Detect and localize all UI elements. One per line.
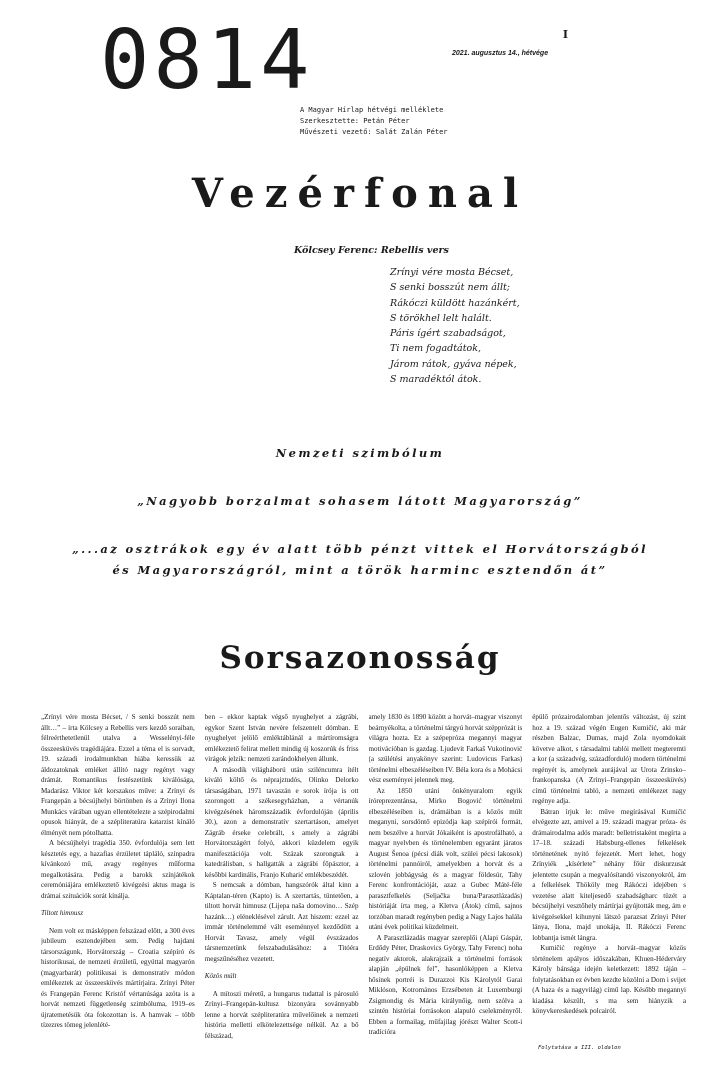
section-title-sorsazonossag: Sorsazonosság (219, 640, 501, 676)
continuation-note: Folytatása a III. oldalon (538, 1045, 621, 1051)
quote-2-line-1: „...az osztrákok egy év alatt több pénzt vittek el Horvátországból (72, 542, 648, 556)
paragraph: Nem volt ez másképpen felszázad előtt, a 300 éves jubileum esztendejében sem. Pedig hajdani társországunk, Horvátország – Croatia szépíró és historikusai, de nemzeti érzületű, egyúttal magyarón (magyarbarát) politikusai is demonstratív módon emlékeztek az összeesküvés mártírjaira. Zrínyi Péter és Frangepán Ferenc Kristóf vértanúsága azóta is a horvát nemzeti függetlenség szimbóluma, 1919–es újratemetésük óta fokozottan is. A hamvak – több tízezres tömeg jelenlété- (41, 926, 195, 1029)
paragraph: S nemcsak a dómban, hangszórók által kinn a Káptalan-téren (Kapto) is. A szertartás, tüntetően, a tiltott horvát himnusz (Lijepa naša domovino… Szép hazánk…) eléneklésével zárult. Azt hiszem: ezzel az immár történelemmé vált eseménnyel kezdődött a Horvát Tavasz, amely végül évszázados társnemzetünk felszabadulásához: a Titóéra megszűnéséhez vezetett. (204, 881, 359, 963)
poem-line: Rákóczi küldött hazánkért, (390, 297, 520, 309)
subheading: Tiltott himnusz (41, 909, 83, 917)
poem-line: Zrínyi vére mosta Bécset, (390, 267, 514, 278)
credit-line: A Magyar Hírlap hétvégi melléklete (300, 106, 444, 114)
quote-2-line-2: és Magyarországról, mint a török harminc esztendőn át” (112, 563, 608, 577)
poem (390, 265, 520, 387)
issue-date: 2021. augusztus 14., hétvége (452, 50, 549, 57)
paragraph: épülő prózairodalomban jelentős változást, új szint hoz a 19. század végén Eugen Kumičić, aki már részben Balzac, Dumas, majd Zola nyomdokait követve alkot, s társadalmi tablói mellett megteremti a kor (a századvég, századforduló) modern történelmi regényét is, amelynek aurájával az Urota Zrinsko–frankopanska (A Zrínyi–Frangepán összeesküvés) című történelmi tabló, a nemzeti emlékezet nagy regénye adja. (532, 713, 686, 805)
poem-line: Páris ígért szabadságot, (390, 328, 506, 340)
poem-subtitle: Kölcsey Ferenc: Rebellis vers (294, 245, 449, 256)
page-number: I (562, 28, 568, 41)
quote-heading: Nemzeti szimbólum (275, 446, 445, 460)
masthead-title: 0814 (100, 13, 314, 108)
article-column-1 (41, 712, 195, 1057)
poem-line: S maradéktól átok. (390, 374, 482, 386)
poem-line: Járom rátok, gyáva népek, (390, 358, 517, 370)
paragraph: A Parasztlázadás magyar szereplői (Alapi Gáspár, Erdődy Péter, Draskovics György, Tahy Ferenc) noha negatív aktorok, alakrajzaik a történelmi források alapján „épülnek fel”, hasonlóképpen a Kletva hősinek portréi is Durazzoi Kis Károlytól Garai Miklóson, Kotromános Erzsébeten át Luxemburgi Zsigmondig és Mária királynőig, nem szólva a szintén históriai forrásokon alapuló cselekményről. Ebben a formailag, műfajilag jórészt Walter Scott-i tradícióra (368, 933, 523, 1036)
paragraph: Kumičić regénye a horvát–magyar közös történelem apályos időszakában, Khuen-Héderváry Károly bánsága idején keletkezett: 1892 táján – folytatásokban ez évben kezdte közölni a Dom i svijet (A haza és a nagyvilág) című lap. Később megannyi kiadása készült, s ma sem hiányzik a könyvkereskedések polcairól. (532, 944, 686, 1015)
credit-line: Művészeti vezető: Salát Zalán Péter (300, 128, 448, 136)
article-column-2 (205, 712, 359, 1057)
paragraph: A mítoszi méretű, a hungarus tudattal is párosuló Zrínyi–Frangepán-kultusz bizonyára sovánnyabb lenne a horvát szépliteratúra művelőinek a nemzeti história melletti elkötelezettsége nélkül. Az a bő félszázad, (204, 989, 359, 1040)
paragraph: „Zrínyi vére mosta Bécset, / S senki bosszút nem állt…” – írta Kölcsey a Rebellis vers kezdő soraiban, félreérthetetlenül utalva a Wesselényi-féle összeesküvés tragédiájára. Ezzel a téma el is sorvadt, 19. századi irodalmunkban hiába keressük az áldozatoknak emléket állító nagy regényt vagy drámát. Romantikus festészetünk kiválósága, Madarász Viktor két korszakos műve: a Zrínyi és Frangepán a bécsújhelyi börtönben és a Zrínyi Ilona Munkács várában ugyan ellentételezte a szépirodalmi opusok hiányát, de a szépliteratúra katarzist kínáló élményét nem pótolhatta. (41, 713, 195, 837)
article-body (41, 712, 686, 1057)
quote-1: „Nagyobb borzalmat sohasem látott Magyarország” (137, 494, 583, 508)
credit-line: Szerkesztette: Petán Péter (300, 117, 410, 125)
paragraph: Bátran írjuk le: műve megírásával Kumičić elvégezte azt, amivel a 19. századi magyar próza- és drámairodalma adós maradt: belletristaként megírta a 17–18. századi Habsburg-ellenes felkelések történetének nyitó fejezetét. Mert lehet, hogy Zrínyiék „kísérlete” néhány főúr diskurzusát jelentette csupán a megvalósítandó viszonyokról, ám a felkelések Thököly meg Rákóczi idejében s vezetése alatt kiteljesedő szabadságharc tüzét a bécsújhelyi vesztőhely mártírjai gyújtották meg, ám e kivégzésekkel kihunyni látszó parazsat Zrínyi Péter lánya, Ilona, majd unokája, II. Rákóczi Ferenc lobbantja ismét lángra. (532, 807, 686, 942)
poem-line: S senki bosszút nem állt; (390, 282, 510, 294)
paragraph: amely 1830 és 1890 között a horvát–magyar viszonyt beárnyékolta, a történelmi tárgyú horvát szépprózát is világra hozta. Ez a szépepróza megannyi magyar motivációban is gazdag. Ljudevit Farkaš Vukotinović (a szülétési anyakönyv szerint: Ludovicus Farkas) történelmi elbeszéléseiben IV. Béla kora és a Mohácsi vész eseményei jelennek meg. (368, 713, 523, 784)
section-title-vezerfonal: Vezérfonal (191, 170, 529, 217)
credits (300, 105, 448, 138)
poem-line: S törökhel lelt halált. (390, 312, 492, 324)
poem-line: Ti nem fogadtátok, (390, 343, 482, 355)
paragraph: A bécsújhelyi tragédia 350. évfordulója sem lett késztetés egy, a hazafias érzületet tápláló, színpadra kívánkozó mű, avagy regényes műforma megalkotására. Pedig a barokk színjátékok ceremóniájára emlékeztető kivégzési aktus maga is drámai szituációk sorát kínálja. (41, 839, 195, 900)
article-column-3 (369, 712, 523, 1057)
paragraph: Az 1850 utáni önkényuralom egyik íróreprezentánsa, Mirko Bogović történelmi elbeszéléseiben is, drámáiban is a közös múlt meganyni, sorsdöntő epizódja kap szépírói formát, nem beszélve a horvát Jókaiként is apostrofálható, a magyar nyelvben és történelemben egyaránt járatos August Šenoa (pécsi diák volt, szülei pécsi lakosok) történelmi pannóiról, amelyekben a horvát és a szlovén jobbágyság és a magyar földesúr, Tahy Ferenc konfrontációját, azaz a Gubec Máté-féle parasztfelkelés (Seljačka buna/Parasztlázadás) históriáját írta meg, a Kletva (Átok) című, sajnos torzóban maradt regényben pedig a Nagy Lajos halála utáni évek politikai küzdelmeit. (368, 786, 523, 931)
subheading: Közös múlt (204, 972, 237, 980)
paragraph: ben – ekkor kaptak végső nyughelyet a zágrábi, egykor Szent István nevére felszentelt dómban. E nyughelyet jelölő emléktáblánál a mártíromságra emlékeztető felirat mellett mindig új koszorúk és friss virágok jelzik: nemzeti zarándokhelyen állunk. (204, 713, 359, 763)
article-column-4 (532, 712, 686, 1057)
paragraph: A második világháború után sziléncumra ítélt kiváló költő és néprajztudós, Olinko Delorko társaságában, 1971 tavaszán e sorok írója is ott szorongott a székesegyházban, a vértanúk kivégzésének háromszázadik évfordulóján (április 30.), azon a demonstratív szertartáson, amelyet Zágráb érseke celebrált, s amely a zágrábi Horvátországért folyó, akkori küzdelem egyik manifesztációja volt. Százak szorongtak a katedrálisban, s hallgatták a zágrábi főpásztor, a későbbi kardinális, Franjo Kuharić emlékbeszédét. (204, 765, 359, 879)
